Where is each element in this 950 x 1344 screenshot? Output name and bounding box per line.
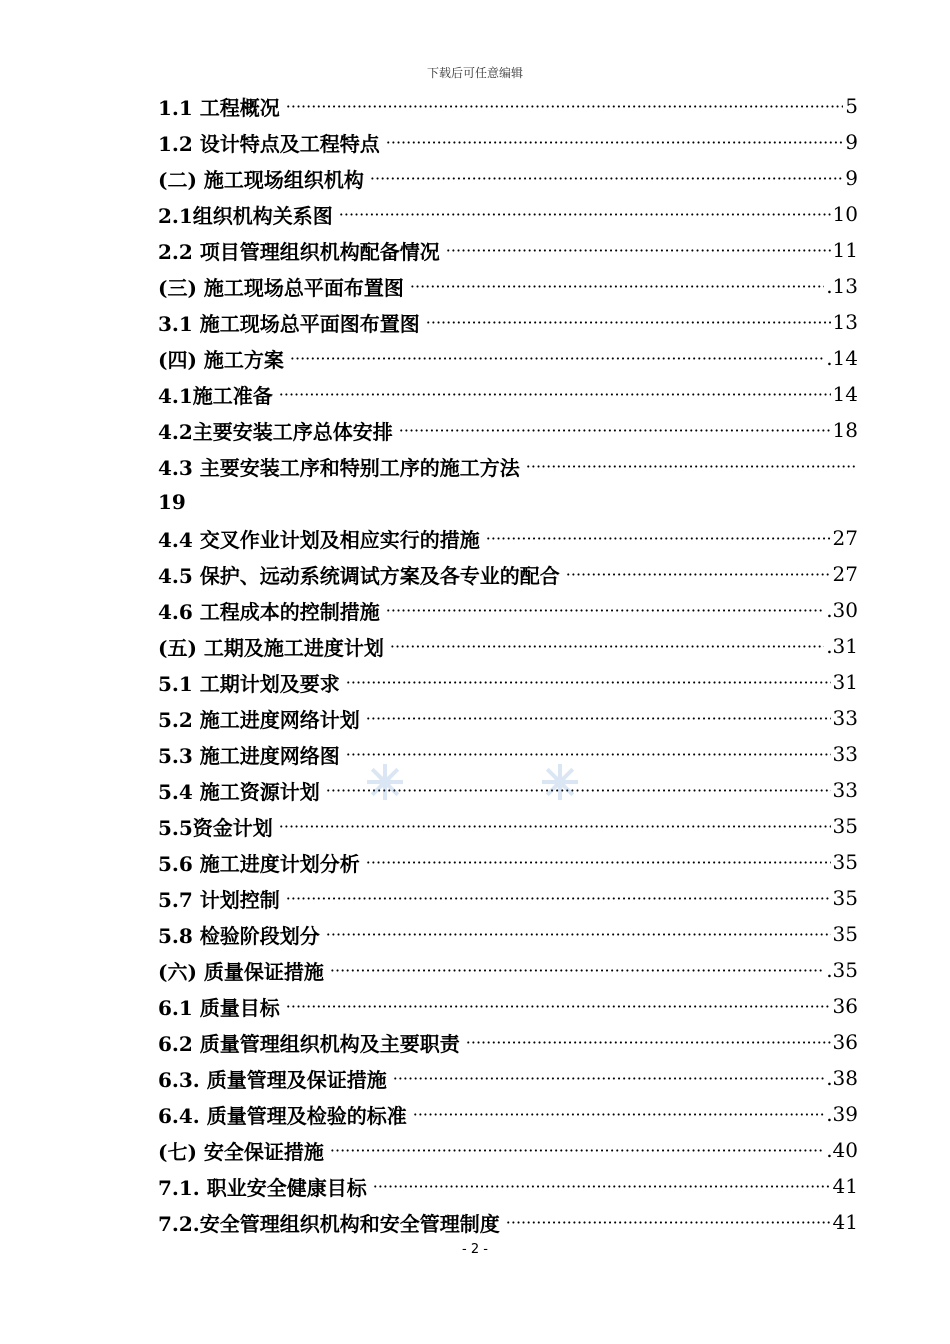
page-header: 下载后可任意编辑 xyxy=(426,66,523,80)
toc-leader-dots xyxy=(393,1069,824,1088)
toc-entry-title: 5.4 施工资源计划 xyxy=(158,779,320,804)
toc-entry xyxy=(158,88,858,124)
toc-entry xyxy=(158,268,858,304)
toc-entry-title: (五) 工期及施工进度计划 xyxy=(158,635,384,660)
toc-entry-page-number: .39 xyxy=(826,1102,858,1126)
toc-entry xyxy=(158,1096,858,1132)
toc-entry-page-number: 14 xyxy=(832,382,858,406)
watermark-logo-icon xyxy=(365,762,405,802)
toc-entry xyxy=(158,1168,858,1204)
toc-entry-title: (六) 质量保证措施 xyxy=(158,959,324,984)
toc-entry-page-number: 35 xyxy=(832,814,858,838)
toc-leader-dots xyxy=(286,889,831,908)
page-number: - 2 - xyxy=(462,1242,488,1257)
toc-entry-page-number: 27 xyxy=(832,562,858,586)
toc-leader-dots xyxy=(279,385,831,404)
toc-leader-dots xyxy=(506,1213,831,1232)
toc-leader-dots xyxy=(446,241,831,260)
toc-entry-title: 2.2 项目管理组织机构配备情况 xyxy=(158,239,440,264)
toc-entry-title: 5.3 施工进度网络图 xyxy=(158,743,340,768)
table-of-contents xyxy=(158,88,858,1240)
toc-entry xyxy=(158,232,858,268)
toc-leader-dots xyxy=(370,169,843,188)
toc-entry-page-number: 9 xyxy=(845,166,858,190)
toc-entry xyxy=(158,196,858,232)
toc-leader-dots xyxy=(566,565,831,584)
toc-entry-title: 5.2 施工进度网络计划 xyxy=(158,707,360,732)
toc-entry-page-number: 35 xyxy=(832,850,858,874)
toc-entry xyxy=(158,1060,858,1096)
toc-entry-page-number: .14 xyxy=(826,346,858,370)
toc-entry-page-number: 31 xyxy=(832,670,858,694)
toc-entry xyxy=(158,808,858,844)
toc-entry-title: 4.2主要安装工序总体安排 xyxy=(158,419,393,444)
toc-entry-title: 2.1组织机构关系图 xyxy=(158,203,333,228)
toc-leader-dots xyxy=(526,457,856,476)
watermark-logo-icon xyxy=(540,762,580,802)
toc-entry xyxy=(158,880,858,916)
toc-leader-dots xyxy=(466,1033,831,1052)
toc-entry-page-number: 33 xyxy=(832,706,858,730)
toc-entry xyxy=(158,736,858,772)
toc-entry xyxy=(158,412,858,448)
toc-entry-page-number: .40 xyxy=(826,1138,858,1162)
toc-entry xyxy=(158,844,858,880)
toc-leader-dots xyxy=(486,529,831,548)
toc-leader-dots xyxy=(366,853,831,872)
toc-entry-page-number: 33 xyxy=(832,778,858,802)
toc-leader-dots xyxy=(366,709,831,728)
toc-entry-page-number: 35 xyxy=(832,922,858,946)
toc-entry-title: 19 xyxy=(158,490,186,514)
toc-entry-title: 4.5 保护、远动系统调试方案及各专业的配合 xyxy=(158,563,560,588)
toc-entry-title: 3.1 施工现场总平面图布置图 xyxy=(158,311,420,336)
toc-leader-dots xyxy=(399,421,831,440)
toc-entry-title: (四) 施工方案 xyxy=(158,347,284,372)
toc-entry-page-number: 9 xyxy=(845,130,858,154)
toc-entry-page-number: .30 xyxy=(826,598,858,622)
toc-leader-dots xyxy=(330,1141,824,1160)
toc-entry-title: 6.2 质量管理组织机构及主要职责 xyxy=(158,1031,460,1056)
toc-entry-page-number: 36 xyxy=(832,994,858,1018)
toc-leader-dots xyxy=(386,133,844,152)
toc-entry xyxy=(158,700,858,736)
toc-leader-dots xyxy=(326,925,831,944)
toc-entry-title: (七) 安全保证措施 xyxy=(158,1139,324,1164)
toc-entry-title: 5.7 计划控制 xyxy=(158,887,280,912)
toc-entry-title: (二) 施工现场组织机构 xyxy=(158,167,364,192)
toc-entry-title: 6.1 质量目标 xyxy=(158,995,280,1020)
toc-entry-title: 5.1 工期计划及要求 xyxy=(158,671,340,696)
toc-entry-title: 6.4. 质量管理及检验的标准 xyxy=(158,1103,407,1128)
toc-entry-page-number: 35 xyxy=(832,886,858,910)
toc-entry-title: 7.1. 职业安全健康目标 xyxy=(158,1175,367,1200)
toc-entry-page-number: .35 xyxy=(826,958,858,982)
toc-entry-page-number: 5 xyxy=(845,94,858,118)
toc-entry-page-number: 18 xyxy=(832,418,858,442)
toc-leader-dots xyxy=(386,601,824,620)
toc-entry xyxy=(158,124,858,160)
toc-entry xyxy=(158,520,858,556)
toc-leader-dots xyxy=(290,349,824,368)
toc-leader-dots xyxy=(413,1105,824,1124)
toc-entry xyxy=(158,376,858,412)
toc-entry-page-number: 33 xyxy=(832,742,858,766)
toc-leader-dots xyxy=(286,997,831,1016)
toc-entry-title: 4.1施工准备 xyxy=(158,383,273,408)
toc-entry-page-number: 13 xyxy=(832,310,858,334)
toc-entry-title: 4.4 交叉作业计划及相应实行的措施 xyxy=(158,527,480,552)
toc-entry-title: 6.3. 质量管理及保证措施 xyxy=(158,1067,387,1092)
toc-entry xyxy=(158,1132,858,1168)
toc-entry-title: 1.1 工程概况 xyxy=(158,95,280,120)
toc-entry xyxy=(158,448,858,484)
toc-entry xyxy=(158,1024,858,1060)
toc-entry-page-number: 27 xyxy=(832,526,858,550)
toc-entry xyxy=(158,772,858,808)
toc-leader-dots xyxy=(410,277,824,296)
toc-entry-page-number: .31 xyxy=(826,634,858,658)
toc-entry-page-number: 41 xyxy=(832,1174,858,1198)
toc-entry xyxy=(158,628,858,664)
toc-entry-page-number: .13 xyxy=(826,274,858,298)
toc-entry-page-number: 11 xyxy=(832,238,858,262)
toc-leader-dots xyxy=(426,313,831,332)
toc-leader-dots xyxy=(390,637,824,656)
toc-entry xyxy=(158,1204,858,1240)
toc-entry xyxy=(158,340,858,376)
toc-entry xyxy=(158,988,858,1024)
toc-entry-title: 4.3 主要安装工序和特别工序的施工方法 xyxy=(158,455,520,480)
toc-entry xyxy=(158,304,858,340)
toc-leader-dots xyxy=(330,961,824,980)
toc-entry-title: 5.5资金计划 xyxy=(158,815,273,840)
toc-entry-title: 5.6 施工进度计划分析 xyxy=(158,851,360,876)
toc-entry xyxy=(158,556,858,592)
toc-entry-title: 5.8 检验阶段划分 xyxy=(158,923,320,948)
toc-entry-title: (三) 施工现场总平面布置图 xyxy=(158,275,404,300)
toc-entry xyxy=(158,916,858,952)
toc-entry xyxy=(158,160,858,196)
toc-entry xyxy=(158,592,858,628)
toc-entry xyxy=(158,664,858,700)
toc-entry xyxy=(158,484,858,520)
toc-entry-page-number: 10 xyxy=(832,202,858,226)
toc-entry-title: 4.6 工程成本的控制措施 xyxy=(158,599,380,624)
toc-entry-page-number: 41 xyxy=(832,1210,858,1234)
toc-entry-page-number: 36 xyxy=(832,1030,858,1054)
toc-entry xyxy=(158,952,858,988)
toc-entry-title: 1.2 设计特点及工程特点 xyxy=(158,131,380,156)
toc-leader-dots xyxy=(346,673,831,692)
toc-leader-dots xyxy=(339,205,831,224)
toc-entry-page-number: .38 xyxy=(826,1066,858,1090)
toc-entry-title: 7.2.安全管理组织机构和安全管理制度 xyxy=(158,1211,500,1236)
toc-leader-dots xyxy=(279,817,831,836)
toc-leader-dots xyxy=(346,745,831,764)
toc-leader-dots xyxy=(373,1177,831,1196)
toc-leader-dots xyxy=(286,97,844,116)
